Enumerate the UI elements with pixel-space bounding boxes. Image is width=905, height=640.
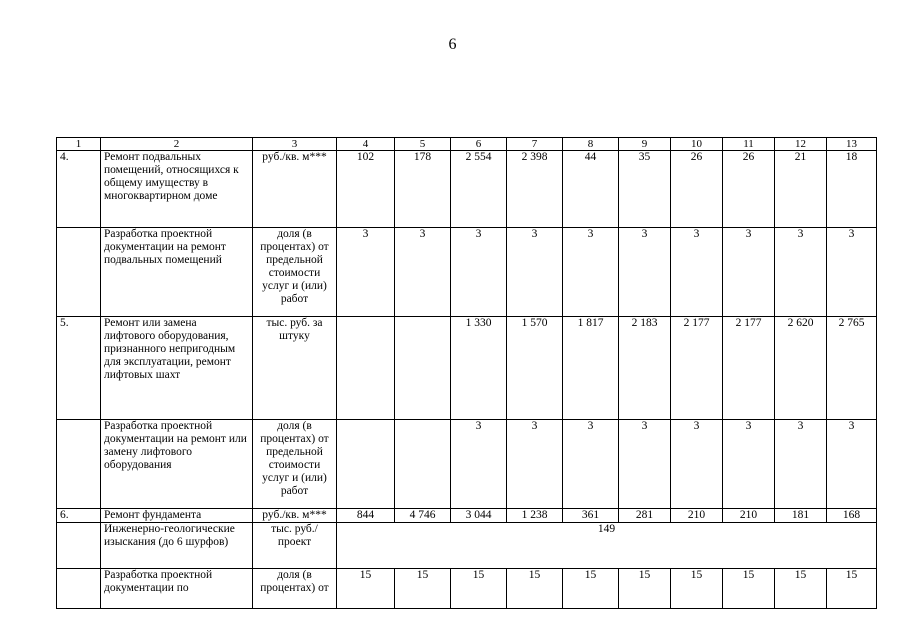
value-cell <box>337 420 395 509</box>
row-unit: тыс. руб. за штуку <box>253 317 337 420</box>
value-cell: 2 620 <box>775 317 827 420</box>
value-cell: 15 <box>723 569 775 609</box>
row-index <box>57 228 101 317</box>
value-cell: 210 <box>671 509 723 523</box>
value-cell: 4 746 <box>395 509 451 523</box>
value-cell: 2 554 <box>451 151 507 228</box>
value-cell: 3 <box>723 420 775 509</box>
header-cell: 4 <box>337 138 395 151</box>
row-index <box>57 569 101 609</box>
value-cell: 3 <box>827 420 877 509</box>
value-cell: 1 330 <box>451 317 507 420</box>
table-row <box>57 509 877 523</box>
value-cell: 3 <box>563 420 619 509</box>
row-name: Ремонт подвальных помещений, относящихся к общему имуществу в многоквартирном доме <box>101 151 253 228</box>
value-cell: 3 <box>619 420 671 509</box>
value-cell: 2 177 <box>723 317 775 420</box>
header-cell: 1 <box>57 138 101 151</box>
row-index <box>57 420 101 509</box>
row-unit: доля (в процентах) от предельной стоимости услуг и (или) работ <box>253 420 337 509</box>
value-cell: 281 <box>619 509 671 523</box>
value-cell: 3 <box>671 420 723 509</box>
value-cell: 3 <box>619 228 671 317</box>
header-cell: 7 <box>507 138 563 151</box>
value-cell-spanning: 149 <box>337 523 877 569</box>
value-cell: 3 <box>827 228 877 317</box>
value-cell: 3 <box>775 228 827 317</box>
table-row <box>57 420 877 509</box>
table-row <box>57 151 877 228</box>
value-cell: 2 177 <box>671 317 723 420</box>
value-cell: 3 <box>723 228 775 317</box>
row-unit: руб./кв. м*** <box>253 509 337 523</box>
value-cell: 3 <box>451 420 507 509</box>
value-cell: 15 <box>775 569 827 609</box>
value-cell: 3 <box>337 228 395 317</box>
value-cell <box>395 420 451 509</box>
row-name: Разработка проектной документации по <box>101 569 253 609</box>
value-cell: 15 <box>619 569 671 609</box>
row-name: Разработка проектной документации на ремонт или замену лифтового оборудования <box>101 420 253 509</box>
row-name: Ремонт фундамента <box>101 509 253 523</box>
header-cell: 13 <box>827 138 877 151</box>
row-index <box>57 523 101 569</box>
value-cell <box>337 317 395 420</box>
value-cell: 15 <box>507 569 563 609</box>
value-cell: 3 <box>671 228 723 317</box>
value-cell: 3 <box>775 420 827 509</box>
header-cell: 10 <box>671 138 723 151</box>
value-cell: 844 <box>337 509 395 523</box>
value-cell: 15 <box>827 569 877 609</box>
table-row <box>57 569 877 609</box>
value-cell: 3 <box>451 228 507 317</box>
table-row <box>57 523 877 569</box>
value-cell: 178 <box>395 151 451 228</box>
header-cell: 8 <box>563 138 619 151</box>
value-cell: 35 <box>619 151 671 228</box>
table-row <box>57 317 877 420</box>
value-cell: 1 570 <box>507 317 563 420</box>
row-unit: руб./кв. м*** <box>253 151 337 228</box>
tariff-table <box>56 137 877 609</box>
value-cell: 102 <box>337 151 395 228</box>
value-cell: 2 183 <box>619 317 671 420</box>
value-cell: 3 <box>507 228 563 317</box>
header-cell: 2 <box>101 138 253 151</box>
value-cell: 210 <box>723 509 775 523</box>
header-cell: 6 <box>451 138 507 151</box>
header-cell: 5 <box>395 138 451 151</box>
value-cell: 26 <box>671 151 723 228</box>
row-unit: тыс. руб./ проект <box>253 523 337 569</box>
value-cell: 15 <box>337 569 395 609</box>
value-cell: 3 <box>395 228 451 317</box>
row-index: 4. <box>57 151 101 228</box>
value-cell: 168 <box>827 509 877 523</box>
value-cell: 15 <box>563 569 619 609</box>
value-cell: 181 <box>775 509 827 523</box>
row-index: 6. <box>57 509 101 523</box>
value-cell: 2 398 <box>507 151 563 228</box>
row-unit: доля (в процентах) от предельной стоимости услуг и (или) работ <box>253 228 337 317</box>
row-name: Инженерно-геологические изыскания (до 6 шурфов) <box>101 523 253 569</box>
header-cell: 12 <box>775 138 827 151</box>
value-cell: 1 817 <box>563 317 619 420</box>
header-row <box>57 138 877 151</box>
value-cell: 44 <box>563 151 619 228</box>
table-row <box>57 228 877 317</box>
page-number: 6 <box>448 36 457 53</box>
value-cell: 21 <box>775 151 827 228</box>
value-cell: 3 044 <box>451 509 507 523</box>
header-cell: 9 <box>619 138 671 151</box>
value-cell: 18 <box>827 151 877 228</box>
value-cell <box>395 317 451 420</box>
row-name: Разработка проектной документации на ремонт подвальных помещений <box>101 228 253 317</box>
value-cell: 15 <box>451 569 507 609</box>
row-index: 5. <box>57 317 101 420</box>
value-cell: 3 <box>507 420 563 509</box>
header-cell: 3 <box>253 138 337 151</box>
value-cell: 1 238 <box>507 509 563 523</box>
value-cell: 15 <box>671 569 723 609</box>
value-cell: 15 <box>395 569 451 609</box>
value-cell: 361 <box>563 509 619 523</box>
value-cell: 2 765 <box>827 317 877 420</box>
header-cell: 11 <box>723 138 775 151</box>
value-cell: 3 <box>563 228 619 317</box>
row-name: Ремонт или замена лифтового оборудования, признанного непригодным для эксплуатации, ремонт лифтовых шахт <box>101 317 253 420</box>
row-unit: доля (в процентах) от <box>253 569 337 609</box>
value-cell: 26 <box>723 151 775 228</box>
